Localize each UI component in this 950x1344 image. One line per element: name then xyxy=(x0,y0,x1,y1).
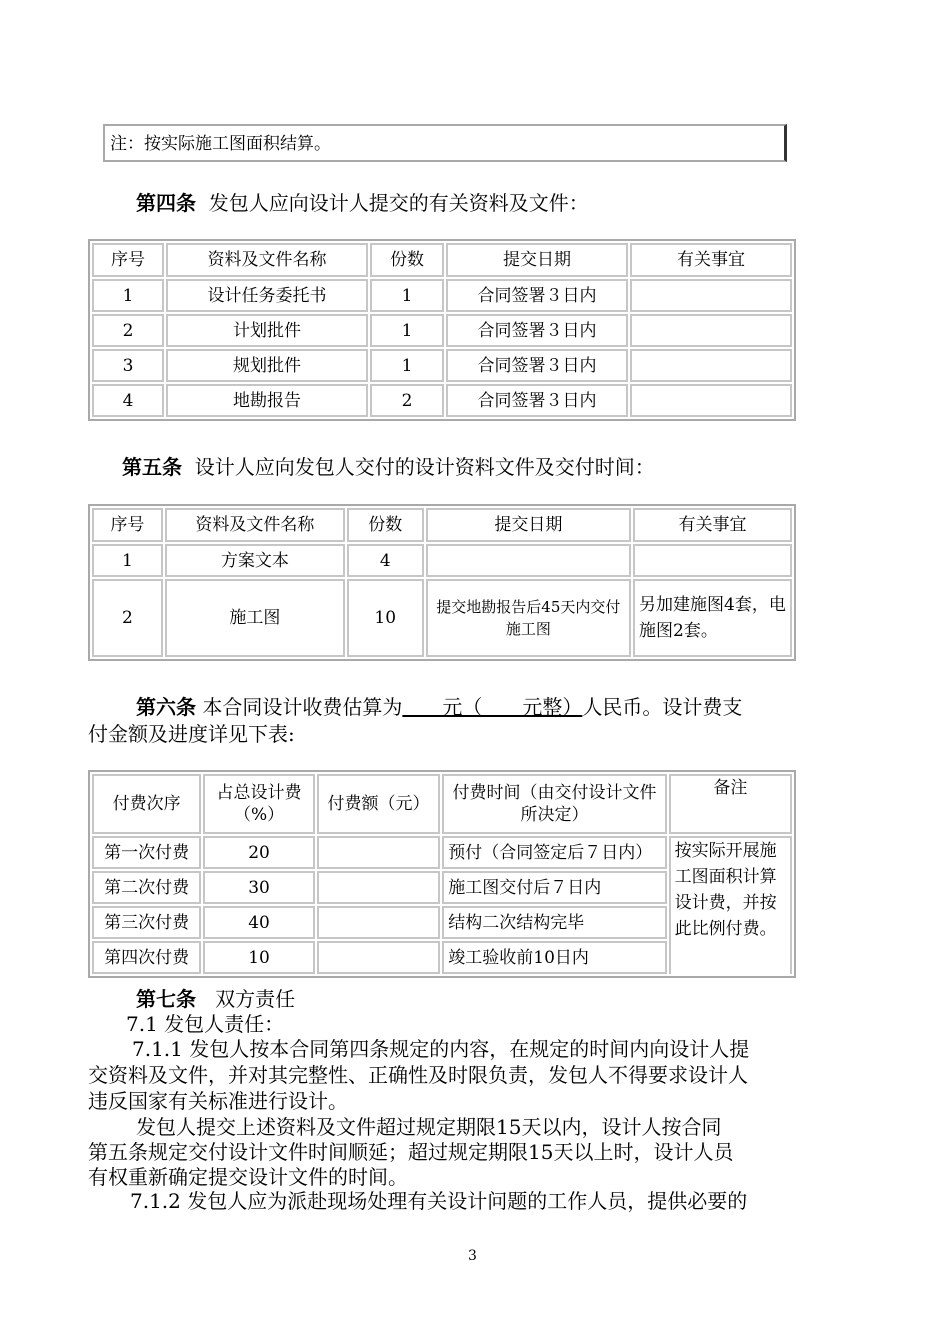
article-7-label: 第七条 xyxy=(136,987,196,1011)
cell: 1 xyxy=(92,544,163,577)
section-7-1-heading: 7.1 发包人责任： xyxy=(126,1012,285,1036)
cell xyxy=(317,871,440,904)
cell xyxy=(630,314,792,347)
header-cell: 有关事宜 xyxy=(630,243,792,277)
cell: 施工图交付后７日内 xyxy=(442,871,666,904)
cell: 1 xyxy=(370,279,444,312)
cell: 40 xyxy=(203,906,315,939)
cell: 10 xyxy=(347,579,424,657)
cell: 方案文本 xyxy=(165,544,345,577)
paragraph-7-1-2-line-1: 7.1.2 发包人应为派赴现场处理有关设计问题的工作人员，提供必要的 xyxy=(130,1189,748,1213)
cell: 预付（合同签定后７日内） xyxy=(442,836,666,869)
cell: 地勘报告 xyxy=(166,384,368,417)
article-5-text: 设计人应向发包人交付的设计资料文件及交付时间： xyxy=(194,455,655,479)
cell: 10 xyxy=(203,941,315,974)
cell: 结构二次结构完毕 xyxy=(442,906,666,939)
cell: 1 xyxy=(92,279,164,312)
header-cell: 付费时间（由交付设计文件所决定） xyxy=(442,774,666,834)
cell: 3 xyxy=(92,349,164,382)
table-deliverables xyxy=(88,504,796,661)
table-header-row xyxy=(92,508,792,542)
cell xyxy=(633,544,792,577)
header-cell: 序号 xyxy=(92,243,164,277)
table-row xyxy=(92,349,792,382)
table-row xyxy=(92,314,792,347)
article-7-heading xyxy=(136,986,295,1012)
cell: 提交地勘报告后45天内交付施工图 xyxy=(426,579,631,657)
header-cell: 提交日期 xyxy=(446,243,628,277)
cell xyxy=(630,384,792,417)
cell: 2 xyxy=(370,384,444,417)
cell: 第二次付费 xyxy=(92,871,201,904)
table-row xyxy=(92,836,792,869)
cell xyxy=(630,349,792,382)
article-5-label: 第五条 xyxy=(122,455,182,479)
cell: 4 xyxy=(347,544,424,577)
header-cell: 付费额（元） xyxy=(317,774,440,834)
table-row xyxy=(92,579,792,657)
article-6-pre: 本合同设计收费估算为 xyxy=(202,695,403,719)
header-cell: 份数 xyxy=(347,508,424,542)
article-4-label: 第四条 xyxy=(136,191,196,215)
table-payment-schedule xyxy=(88,770,796,978)
cell: 2 xyxy=(92,579,163,657)
cell: 30 xyxy=(203,871,315,904)
article-6-line-1 xyxy=(136,694,742,720)
header-cell: 提交日期 xyxy=(426,508,631,542)
cell: 第三次付费 xyxy=(92,906,201,939)
paragraph-delay-line-1: 发包人提交上述资料及文件超过规定期限15天以内，设计人按合同 xyxy=(136,1115,722,1139)
cell xyxy=(426,544,631,577)
cell xyxy=(317,836,440,869)
header-cell: 有关事宜 xyxy=(633,508,792,542)
table-row xyxy=(92,384,792,417)
table-documents-from-client xyxy=(88,239,796,421)
article-6-post: 人民币。设计费支 xyxy=(582,695,743,719)
table-header-row xyxy=(92,774,792,834)
header-cell: 备注 xyxy=(669,774,792,834)
article-7-title: 双方责任 xyxy=(215,987,296,1011)
article-4-text: 发包人应向设计人提交的有关资料及文件： xyxy=(208,191,589,215)
article-6-line-2: 付金额及进度详见下表: xyxy=(88,722,295,746)
header-cell: 资料及文件名称 xyxy=(165,508,345,542)
cell: 合同签署３日内 xyxy=(446,314,628,347)
page-number: 3 xyxy=(468,1248,477,1264)
cell: 1 xyxy=(370,349,444,382)
cell xyxy=(630,279,792,312)
cell: 施工图 xyxy=(165,579,345,657)
cell: 第一次付费 xyxy=(92,836,201,869)
cell: 设计任务委托书 xyxy=(166,279,368,312)
paragraph-7-1-1-line-3: 违反国家有关标准进行设计。 xyxy=(88,1089,348,1113)
table-row xyxy=(92,279,792,312)
table-row xyxy=(92,544,792,577)
cell: 1 xyxy=(370,314,444,347)
note-text: 注：按实际施工图面积结算。 xyxy=(110,134,331,154)
cell: 竣工验收前10日内 xyxy=(442,941,666,974)
cell: 合同签署３日内 xyxy=(446,349,628,382)
cell: 20 xyxy=(203,836,315,869)
article-5-heading xyxy=(122,453,655,481)
article-4-heading xyxy=(136,189,589,217)
cell: 计划批件 xyxy=(166,314,368,347)
cell: 4 xyxy=(92,384,164,417)
header-cell: 序号 xyxy=(92,508,163,542)
header-cell: 份数 xyxy=(370,243,444,277)
cell: 2 xyxy=(92,314,164,347)
header-cell: 占总设计费（%） xyxy=(203,774,315,834)
cell: 规划批件 xyxy=(166,349,368,382)
header-cell: 资料及文件名称 xyxy=(166,243,368,277)
cell xyxy=(317,941,440,974)
paragraph-delay-line-3: 有权重新确定提交设计文件的时间。 xyxy=(88,1165,408,1189)
table-header-row xyxy=(92,243,792,277)
paragraph-7-1-1-line-2: 交资料及文件，并对其完整性、正确性及时限负责，发包人不得要求设计人 xyxy=(88,1063,748,1087)
header-cell: 付费次序 xyxy=(92,774,201,834)
fee-amount-blank: 元（ 元整） xyxy=(402,695,583,719)
cell: 第四次付费 xyxy=(92,941,201,974)
paragraph-delay-line-2: 第五条规定交付设计文件时间顺延；超过规定期限15天以上时，设计人员 xyxy=(88,1140,734,1164)
cell: 合同签署３日内 xyxy=(446,384,628,417)
cell: 合同签署３日内 xyxy=(446,279,628,312)
article-6-label: 第六条 xyxy=(136,695,196,719)
paragraph-7-1-1-line-1: 7.1.1 发包人按本合同第四条规定的内容，在规定的时间内向设计人提 xyxy=(132,1037,750,1061)
cell xyxy=(317,906,440,939)
remark-cell: 按实际开展施工图面积计算设计费，并按此比例付费。 xyxy=(669,836,792,974)
cell: 另加建施图4套，电施图2套。 xyxy=(633,579,792,657)
note-box xyxy=(103,124,787,162)
